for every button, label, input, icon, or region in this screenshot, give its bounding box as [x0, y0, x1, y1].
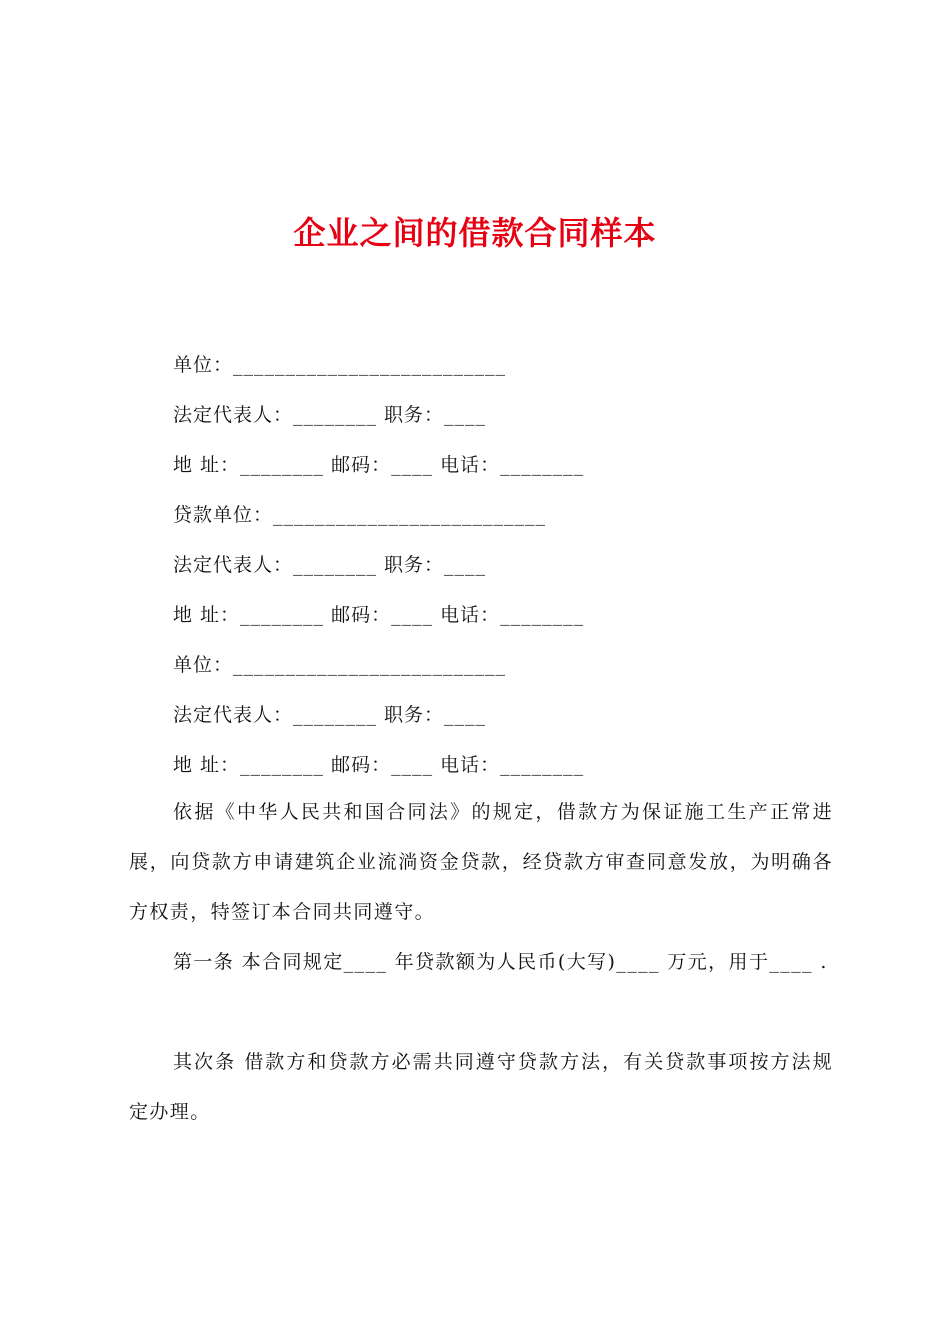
field-address-3: 地 址：________ 邮码：____ 电话：________	[173, 754, 585, 776]
field-address-2: 地 址：________ 邮码：____ 电话：________	[173, 604, 585, 626]
document-title: 企业之间的借款合同样本	[293, 214, 657, 252]
field-unit-1: 单位：__________________________	[173, 354, 507, 376]
field-unit-3: 单位：__________________________	[173, 654, 507, 676]
field-representative-1: 法定代表人：________ 职务：____	[173, 404, 487, 426]
paragraph-article-1: 第一条 本合同规定____ 年贷款额为人民币(大写)____ 万元，用于____ .	[173, 951, 828, 973]
field-representative-3: 法定代表人：________ 职务：____	[173, 704, 487, 726]
field-address-1: 地 址：________ 邮码：____ 电话：________	[173, 454, 585, 476]
paragraph-article-2: 其次条 借款方和贷款方必需共同遵守贷款方法，有关贷款事项按方法规定办理。	[129, 1051, 833, 1123]
field-representative-2: 法定代表人：________ 职务：____	[173, 554, 487, 576]
field-lender-unit: 贷款单位：__________________________	[173, 504, 547, 526]
paragraph-preamble: 依据《中华人民共和国合同法》的规定，借款方为保证施工生产正常进展，向贷款方申请建筑企业流淌资金贷款，经贷款方审查同意发放，为明确各方权责，特签订本合同共同遵守。	[129, 801, 833, 923]
